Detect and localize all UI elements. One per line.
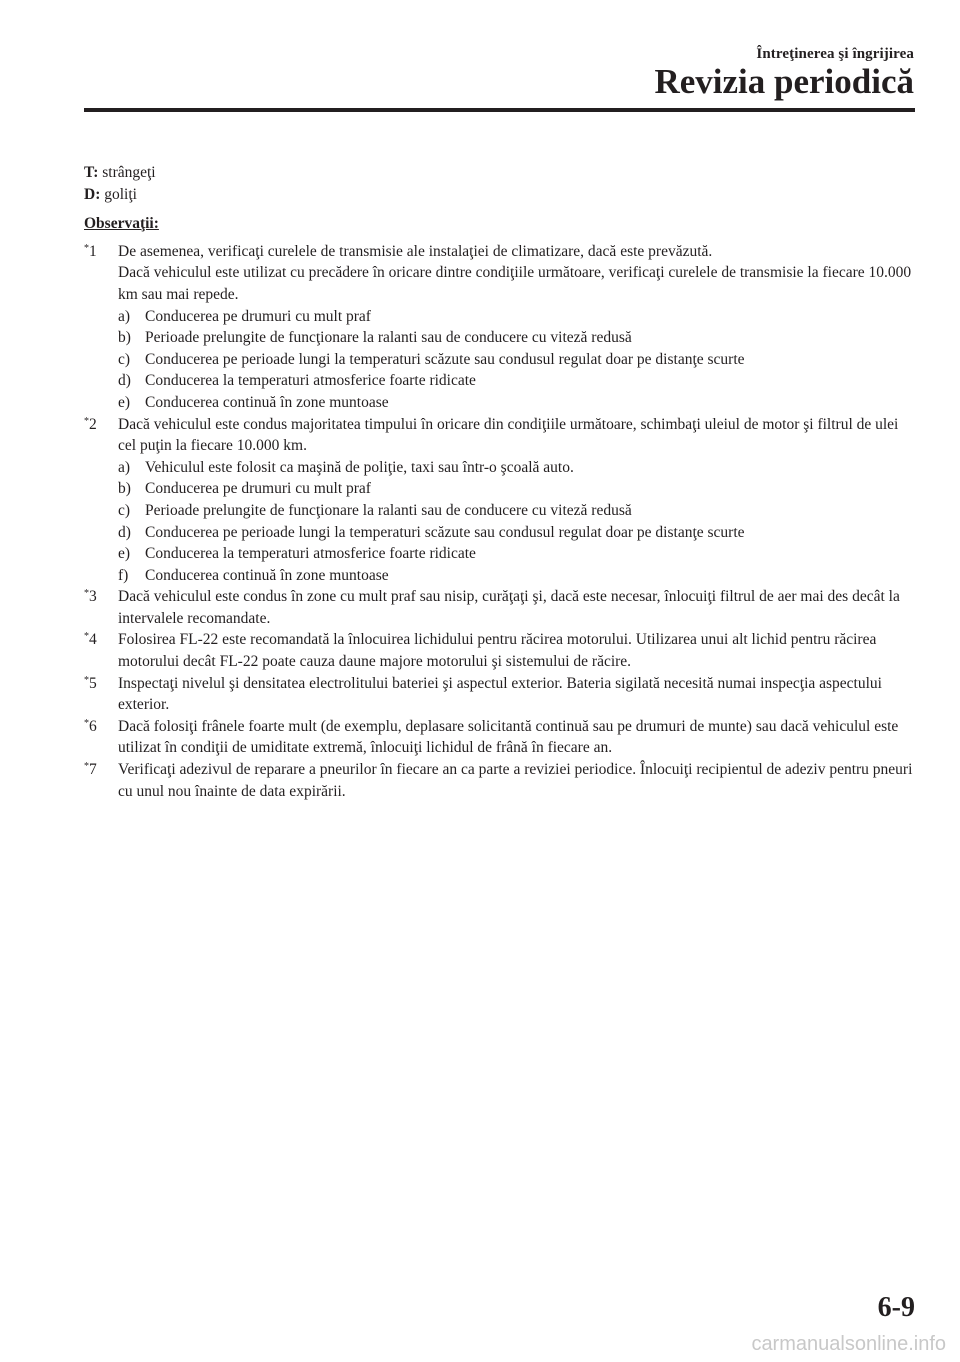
list-item: f) Conducerea continuă în zone muntoase [118, 566, 389, 584]
footnote-text: Dacă folosiţi frânele foarte mult (de exemplu, deplasare solicitantă continuă sau pe drumuri de munte) sau dacă vehiculul este utilizat în condiţii de umiditate extremă, înlocuiţi lichidul de frână în fiecare an. [118, 717, 899, 757]
section-title: Revizia periodică [654, 62, 914, 101]
footnote-7 [84, 759, 914, 802]
footnote-3 [84, 586, 914, 629]
legend-text: strângeţi [98, 164, 156, 181]
footnote-6 [84, 716, 914, 759]
footnote-marker: *7 [84, 761, 97, 779]
list-item: b) Conducerea pe drumuri cu mult praf [118, 480, 371, 498]
notes-heading: Observaţii: [84, 215, 159, 233]
list-item: e) Conducerea la temperaturi atmosferice foarte ridicate [118, 545, 476, 563]
watermark-text: carmanualsonline.info [751, 1333, 946, 1355]
list-item: b) Perioade prelungite de funcţionare la ralanti sau de conducere cu viteză redusă [118, 329, 632, 347]
footnote-4 [84, 629, 914, 672]
footnote-text: De asemenea, verificaţi curelele de transmisie ale instalaţiei de climatizare, dacă este prevăzută. [118, 242, 713, 260]
list-item: e) Conducerea continuă în zone muntoase [118, 393, 389, 411]
footnote-text: Dacă vehiculul este condus în zone cu mult praf sau nisip, curăţaţi şi, dacă este necesar, înlocuiţi filtrul de aer mai des decât la intervalele recomandate. [118, 588, 900, 627]
footnote-text: Inspectaţi nivelul şi densitatea electrolitului bateriei şi aspectul exterior. Bateria sigilată necesită numai inspecţia aspectului exterior. [118, 674, 882, 714]
list-item: a) Conducerea pe drumuri cu mult praf [118, 307, 371, 325]
footnote-text: Verificaţi adezivul de reparare a pneurilor în fiecare an ca parte a reviziei periodice. Înlocuiţi recipientul de adeziv pentru pneuri cu unul nou înainte de data expirării. [118, 761, 913, 800]
footnote-marker: *4 [84, 631, 97, 649]
legend-tighten [84, 162, 914, 184]
chapter-title: Întreţinerea şi îngrijirea [756, 46, 914, 62]
list-item: d) Conducerea pe perioade lungi la temperaturi scăzute sau condusul regulat doar pe distanţe scurte [118, 523, 745, 541]
footnote-2 [84, 414, 914, 587]
list-item: c) Conducerea pe perioade lungi la temperaturi scăzute sau condusul regulat doar pe distanţe scurte [118, 350, 745, 368]
footnote-text: Dacă vehiculul este condus majoritatea timpului în oricare din condiţiile următoare, schimbaţi uleiul de motor şi filtrul de ulei cel puţin la fiecare 10.000 km. [118, 415, 899, 455]
footnote-marker: *2 [84, 415, 97, 433]
footnote-5 [84, 673, 914, 716]
footnote-marker: *6 [84, 717, 97, 735]
header-divider [84, 108, 915, 112]
page-content [84, 162, 914, 802]
page-number: 6-9 [877, 1292, 915, 1323]
list-item: a) Vehiculul este folosit ca maşină de poliţie, taxi sau într-o şcoală auto. [118, 458, 574, 476]
footnote-text: Dacă vehiculul este utilizat cu precădere în oricare dintre condiţiile următoare, verificaţi curelele de transmisie la fiecare 10.000 km sau mai repede. [118, 264, 912, 303]
legend-key: D: [84, 185, 101, 203]
legend-key: T: [84, 164, 99, 181]
footnote-marker: *5 [84, 674, 97, 692]
list-item: c) Perioade prelungite de funcţionare la ralanti sau de conducere cu viteză redusă [118, 501, 632, 519]
footnote-text: Folosirea FL-22 este recomandată la înlocuirea lichidului pentru răcirea motorului. Utilizarea unui alt lichid pentru răcirea motorului decât FL-22 poate cauza daune majore motorului şi sistemului de răcire. [118, 631, 877, 671]
footnote-1 [84, 241, 914, 414]
legend-drain [84, 184, 914, 206]
list-item: d) Conducerea la temperaturi atmosferice foarte ridicate [118, 372, 476, 390]
legend-text: goliţi [100, 185, 137, 203]
footnote-marker: *3 [84, 588, 97, 606]
footnote-marker: *1 [84, 242, 97, 260]
